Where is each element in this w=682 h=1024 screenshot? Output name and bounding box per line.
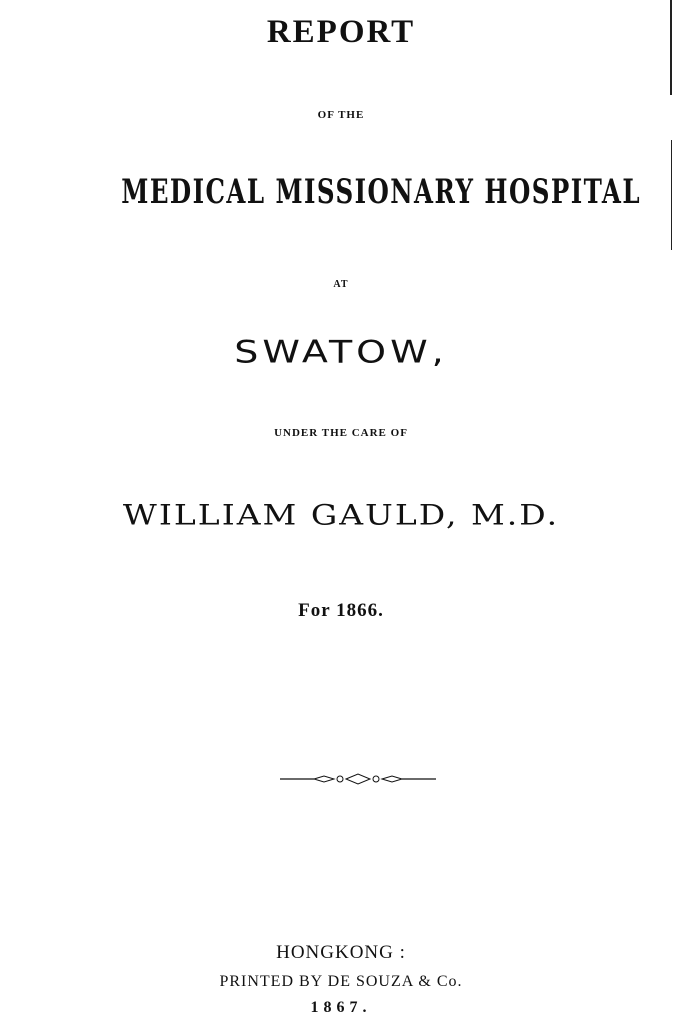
imprint-year: 1867. [310, 999, 372, 1016]
report-year: For 1866. [298, 600, 384, 621]
imprint-printer: PRINTED BY DE SOUZA & Co. [219, 973, 463, 990]
under-care-label: UNDER THE CARE OF [274, 427, 408, 439]
imprint-city: HONGKONG : [276, 942, 406, 963]
at-label: AT [333, 279, 349, 290]
report-heading: REPORT [266, 14, 416, 50]
hospital-name: MEDICAL MISSIONARY HOSPITAL [121, 172, 641, 212]
place-name: SWATOW, [234, 333, 448, 371]
page-edge-line [671, 140, 672, 250]
physician-name: WILLIAM GAULD, M.D. [122, 497, 560, 532]
page-edge-line [670, 0, 672, 95]
ornament-divider [280, 772, 436, 786]
of-the-label: OF THE [317, 109, 365, 121]
